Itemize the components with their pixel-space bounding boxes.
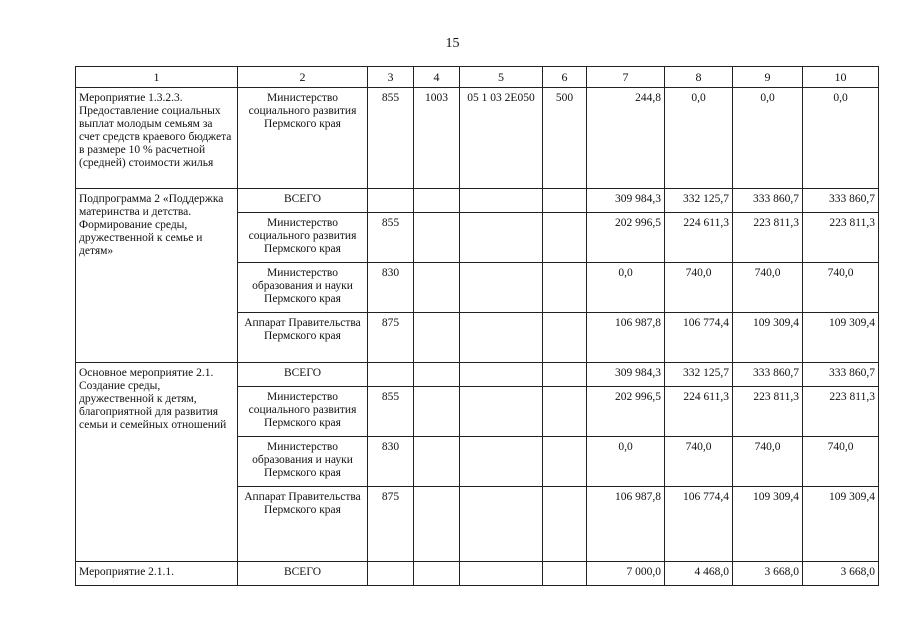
- value-col8: 224 611,3: [665, 213, 733, 263]
- header-cell-10: 10: [803, 67, 879, 88]
- executor: ВСЕГО: [238, 363, 368, 387]
- empty-cell: [543, 487, 587, 562]
- value-col10: 740,0: [803, 263, 879, 313]
- empty-cell: [543, 562, 587, 586]
- empty-cell: [543, 213, 587, 263]
- subprogram-name: Подпрограмма 2 «Поддержка материнства и детства. Формирование среды, дружественной к семье и детям»: [76, 189, 238, 363]
- value-col8: 224 611,3: [665, 387, 733, 437]
- empty-cell: [414, 487, 460, 562]
- value-col7: 7 000,0: [587, 562, 665, 586]
- empty-cell: [414, 363, 460, 387]
- grbs-code: 855: [368, 213, 414, 263]
- empty-cell: [414, 437, 460, 487]
- value-col9: 740,0: [733, 263, 803, 313]
- empty-cell: [543, 437, 587, 487]
- value-col7: 106 987,8: [587, 313, 665, 363]
- grbs-code: 830: [368, 263, 414, 313]
- grbs-code: 875: [368, 487, 414, 562]
- value-col7: 244,8: [587, 88, 665, 189]
- value-col10: 109 309,4: [803, 487, 879, 562]
- value-col10: 333 860,7: [803, 189, 879, 213]
- empty-cell: [460, 213, 543, 263]
- empty-cell: [460, 387, 543, 437]
- csr-code: 05 1 03 2Е050: [460, 88, 543, 189]
- main-activity-name: Основное мероприятие 2.1. Создание среды, дружественной к детям, благоприятной для развития семьи и семейных отношений: [76, 363, 238, 562]
- table-row: [76, 189, 879, 213]
- value-col7: 309 984,3: [587, 189, 665, 213]
- value-col7: 309 984,3: [587, 363, 665, 387]
- empty-cell: [460, 189, 543, 213]
- value-col8: 4 468,0: [665, 562, 733, 586]
- value-col10: 3 668,0: [803, 562, 879, 586]
- empty-cell: [460, 313, 543, 363]
- empty-cell: [460, 437, 543, 487]
- value-col8: 0,0: [665, 88, 733, 189]
- value-col8: 106 774,4: [665, 313, 733, 363]
- header-cell-6: 6: [543, 67, 587, 88]
- value-col8: 332 125,7: [665, 189, 733, 213]
- empty-cell: [414, 313, 460, 363]
- table-row: [76, 88, 879, 189]
- value-col10: 223 811,3: [803, 213, 879, 263]
- value-col10: 223 811,3: [803, 387, 879, 437]
- grbs-code: [368, 363, 414, 387]
- value-col9: 109 309,4: [733, 487, 803, 562]
- value-col7: 0,0: [587, 437, 665, 487]
- executor: Министерство социального развития Пермского края: [238, 387, 368, 437]
- empty-cell: [543, 363, 587, 387]
- value-col9: 223 811,3: [733, 387, 803, 437]
- value-col7: 202 996,5: [587, 387, 665, 437]
- activity-name: Мероприятие 1.3.2.3. Предоставление социальных выплат молодым семьям за счет средств краевого бюджета в размере 10 % расчетной (средней) стоимости жилья: [76, 88, 238, 189]
- executor: ВСЕГО: [238, 189, 368, 213]
- empty-cell: [414, 562, 460, 586]
- header-cell-5: 5: [460, 67, 543, 88]
- value-col7: 202 996,5: [587, 213, 665, 263]
- header-cell-3: 3: [368, 67, 414, 88]
- executor: Министерство социального развития Пермского края: [238, 88, 368, 189]
- value-col8: 332 125,7: [665, 363, 733, 387]
- vr-code: 500: [543, 88, 587, 189]
- header-cell-9: 9: [733, 67, 803, 88]
- value-col7: 0,0: [587, 263, 665, 313]
- executor: Министерство образования и науки Пермского края: [238, 437, 368, 487]
- value-col8: 106 774,4: [665, 487, 733, 562]
- activity-name: Мероприятие 2.1.1.: [76, 562, 238, 586]
- empty-cell: [543, 263, 587, 313]
- value-col9: 109 309,4: [733, 313, 803, 363]
- executor: Аппарат Правительства Пермского края: [238, 487, 368, 562]
- grbs-code: 830: [368, 437, 414, 487]
- empty-cell: [414, 263, 460, 313]
- grbs-code: 855: [368, 387, 414, 437]
- empty-cell: [543, 313, 587, 363]
- empty-cell: [414, 213, 460, 263]
- empty-cell: [368, 562, 414, 586]
- grbs-code: [368, 189, 414, 213]
- header-cell-1: 1: [76, 67, 238, 88]
- value-col9: 0,0: [733, 88, 803, 189]
- empty-cell: [543, 387, 587, 437]
- header-cell-8: 8: [665, 67, 733, 88]
- table-row: [76, 363, 879, 387]
- value-col10: 109 309,4: [803, 313, 879, 363]
- executor: Министерство образования и науки Пермского края: [238, 263, 368, 313]
- header-cell-4: 4: [414, 67, 460, 88]
- empty-cell: [460, 363, 543, 387]
- value-col9: 333 860,7: [733, 189, 803, 213]
- header-cell-7: 7: [587, 67, 665, 88]
- value-col8: 740,0: [665, 263, 733, 313]
- empty-cell: [414, 189, 460, 213]
- budget-table: [75, 66, 879, 586]
- executor: ВСЕГО: [238, 562, 368, 586]
- empty-cell: [460, 562, 543, 586]
- value-col10: 333 860,7: [803, 363, 879, 387]
- empty-cell: [460, 263, 543, 313]
- empty-cell: [543, 189, 587, 213]
- empty-cell: [460, 487, 543, 562]
- value-col9: 333 860,7: [733, 363, 803, 387]
- executor: Аппарат Правительства Пермского края: [238, 313, 368, 363]
- page-number: 15: [445, 36, 460, 51]
- header-row: [76, 67, 879, 88]
- grbs-code: 855: [368, 88, 414, 189]
- value-col8: 740,0: [665, 437, 733, 487]
- value-col10: 0,0: [803, 88, 879, 189]
- empty-cell: [414, 387, 460, 437]
- header-cell-2: 2: [238, 67, 368, 88]
- value-col9: 223 811,3: [733, 213, 803, 263]
- value-col9: 740,0: [733, 437, 803, 487]
- value-col10: 740,0: [803, 437, 879, 487]
- value-col7: 106 987,8: [587, 487, 665, 562]
- grbs-code: 875: [368, 313, 414, 363]
- executor: Министерство социального развития Пермского края: [238, 213, 368, 263]
- table-row: [76, 562, 879, 586]
- value-col9: 3 668,0: [733, 562, 803, 586]
- rzpr-code: 1003: [414, 88, 460, 189]
